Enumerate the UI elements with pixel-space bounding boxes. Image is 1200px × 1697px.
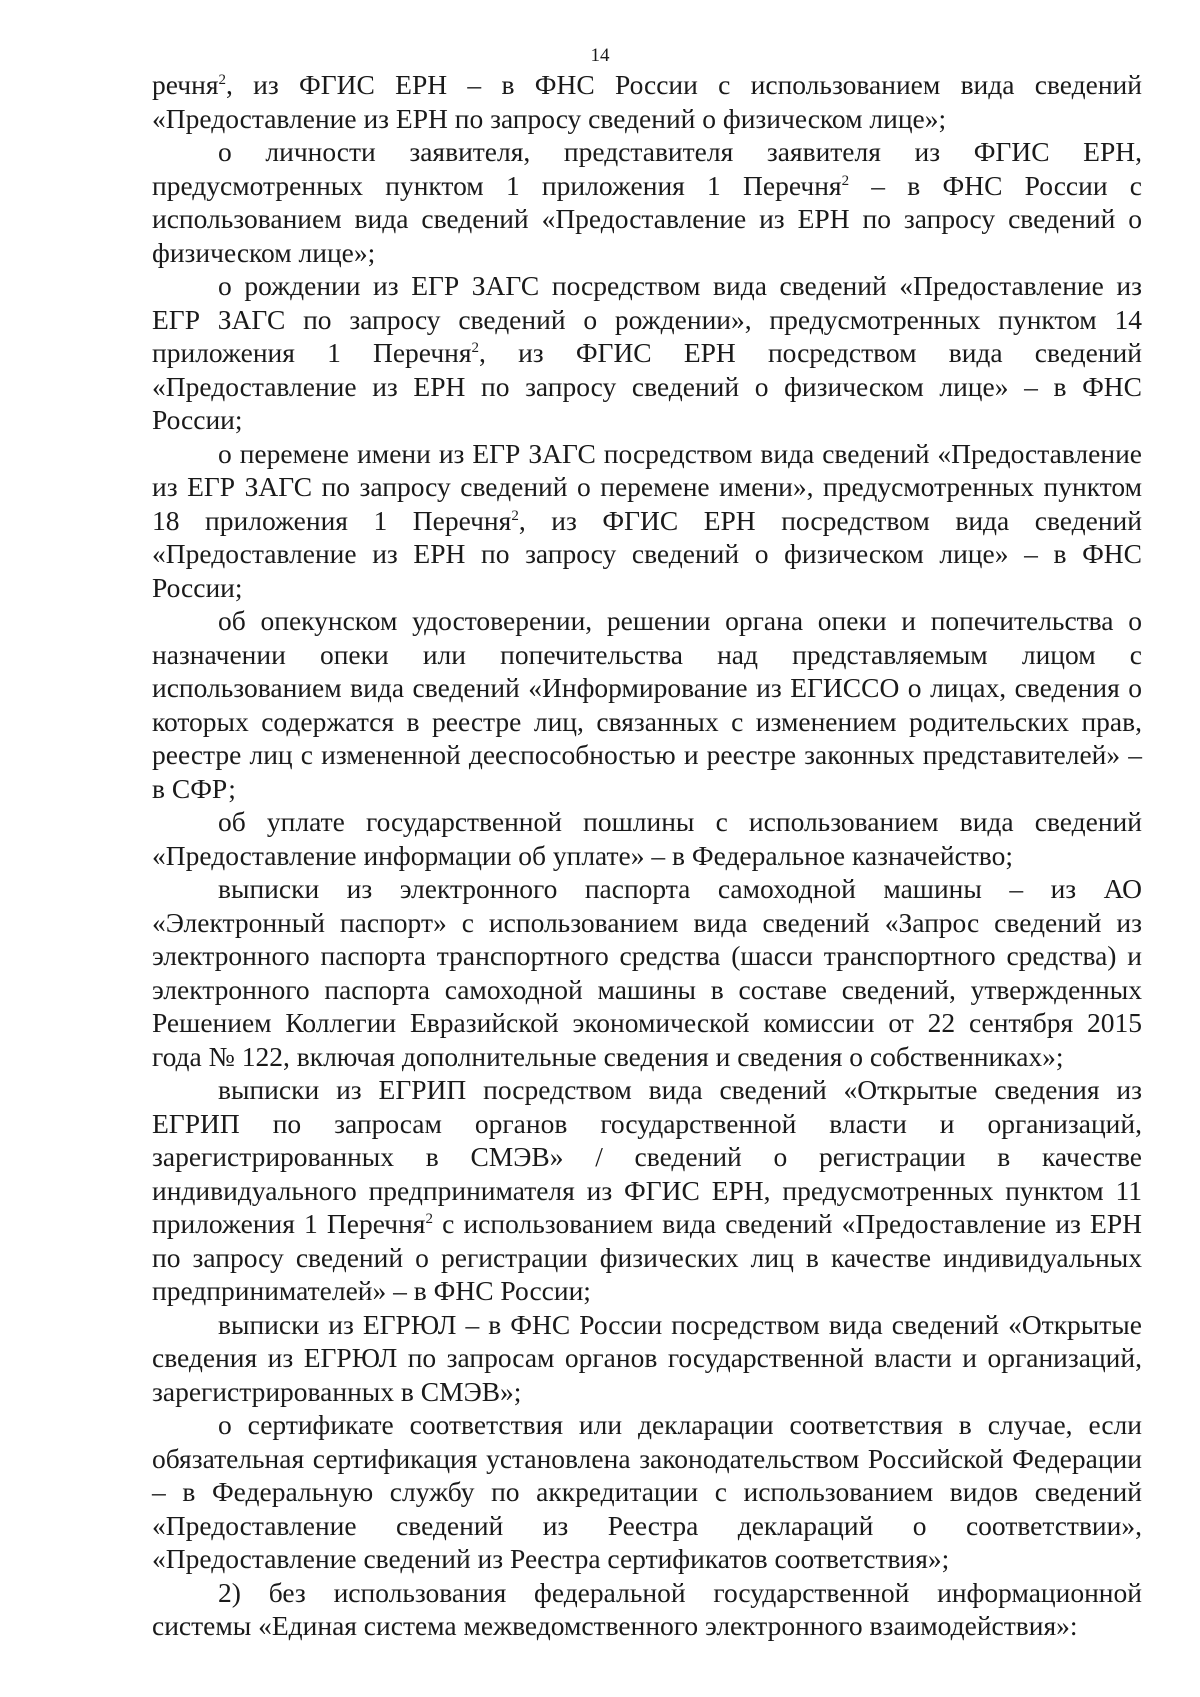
paragraph-text: о рождении из ЕГР ЗАГС посредством вида сведений «Предоставление из ЕГР ЗАГС по запросу сведений о рождении», предусмотренных пунктом 14 приложения 1 Перечня [152, 270, 1142, 368]
paragraph-text: 2) без использования федеральной государственной информационной системы «Единая система межведомственного электронного взаимодействия»: [152, 1576, 1142, 1641]
footnote-marker: 2 [841, 172, 850, 189]
paragraph-text: выписки из ЕГРЮЛ – в ФНС России посредством вида сведений «Открытые сведения из ЕГРЮЛ по запросам органов государственной власти и организаций, зарегистрированных в СМЭВ»; [152, 1308, 1142, 1407]
paragraph [152, 1576, 1142, 1643]
footnote-marker: 2 [218, 71, 226, 88]
paragraph-text: – в ФНС России с использованием вида сведений «Предоставление из ЕРН по запросу сведений о физическом лице»; [152, 169, 1142, 268]
paragraph-text: , из ФГИС ЕРН посредством вида сведений «Предоставление из ЕРН по запросу сведений о физическом лице» – в ФНС России; [152, 337, 1142, 435]
paragraph [152, 135, 1142, 269]
paragraph [152, 1308, 1142, 1409]
document-body [152, 68, 1142, 1643]
paragraph-text: о перемене имени из ЕГР ЗАГС посредством вида сведений «Предоставление из ЕГР ЗАГС по запросу сведений о перемене имени», предусмотренных пунктом 18 приложения 1 Перечня [152, 437, 1142, 536]
paragraph [152, 1408, 1142, 1576]
footnote-marker: 2 [511, 507, 519, 524]
paragraph-text: речня [152, 69, 219, 100]
paragraph-text: выписки из ЕГРИП посредством вида сведений «Открытые сведения из ЕГРИП по запросам органов государственной власти и организаций, зарегистрированных в СМЭВ» / сведений о регистрации в качестве индивидуального предпринимателя из ФГИС ЕРН, предусмотренных пунктом 11 приложения 1 Перечня [152, 1074, 1142, 1239]
paragraph-text: об опекунском удостоверении, решении органа опеки и попечительства о назначении опеки или попечительства над представляемым лицом с использованием вида сведений «Информирование из ЕГИССО о лицах, сведения о которых содержатся в реестре лиц, связанных с изменением родительских прав, реестре лиц с измененной дееспособностью и реестре законных представителей» – в СФР; [152, 605, 1142, 804]
footnote-marker: 2 [425, 1210, 433, 1227]
paragraph [152, 68, 1142, 135]
paragraph-text: о сертификате соответствия или декларации соответствия в случае, если обязательная сертификация установлена законодательством Российской Федерации – в Федеральную службу по аккредитации с использованием видов сведений «Предоставление сведений из Реестра деклараций о соответствии», «Предоставление сведений из Реестра сертификатов соответствия»; [152, 1409, 1142, 1574]
paragraph [152, 872, 1142, 1073]
paragraph-text: с использованием вида сведений «Предоставление из ЕРН по запросу сведений о регистрации физических лиц в качестве индивидуальных предпринимателей» – в ФНС России; [152, 1208, 1142, 1306]
paragraph-text: об уплате государственной пошлины с использованием вида сведений «Предоставление информации об уплате» – в Федеральное казначейство; [152, 806, 1142, 871]
footnote-marker: 2 [471, 339, 480, 356]
paragraph [152, 437, 1142, 605]
page-number: 14 [590, 45, 610, 66]
paragraph [152, 604, 1142, 805]
paragraph-text: выписки из электронного паспорта самоходной машины – из АО «Электронный паспорт» с использованием вида сведений «Запрос сведений из электронного паспорта транспортного средства (шасси транспортного средства) и электронного паспорта самоходной машины в составе сведений, утвержденных Решением Коллегии Евразийской экономической комиссии от 22 сентября 2015 года № 122, включая дополнительные сведения и сведения о собственниках»; [152, 873, 1142, 1072]
paragraph-text: , из ФГИС ЕРН посредством вида сведений «Предоставление из ЕРН по запросу сведений о физическом лице» – в ФНС России; [152, 504, 1142, 603]
paragraph [152, 269, 1142, 437]
paragraph [152, 1073, 1142, 1308]
paragraph-text: о личности заявителя, представителя заявителя из ФГИС ЕРН, предусмотренных пунктом 1 приложения 1 Перечня [152, 136, 1142, 201]
paragraph-text: , из ФГИС ЕРН – в ФНС России с использованием вида сведений «Предоставление из ЕРН по запросу сведений о физическом лице»; [152, 69, 1142, 134]
paragraph [152, 805, 1142, 872]
